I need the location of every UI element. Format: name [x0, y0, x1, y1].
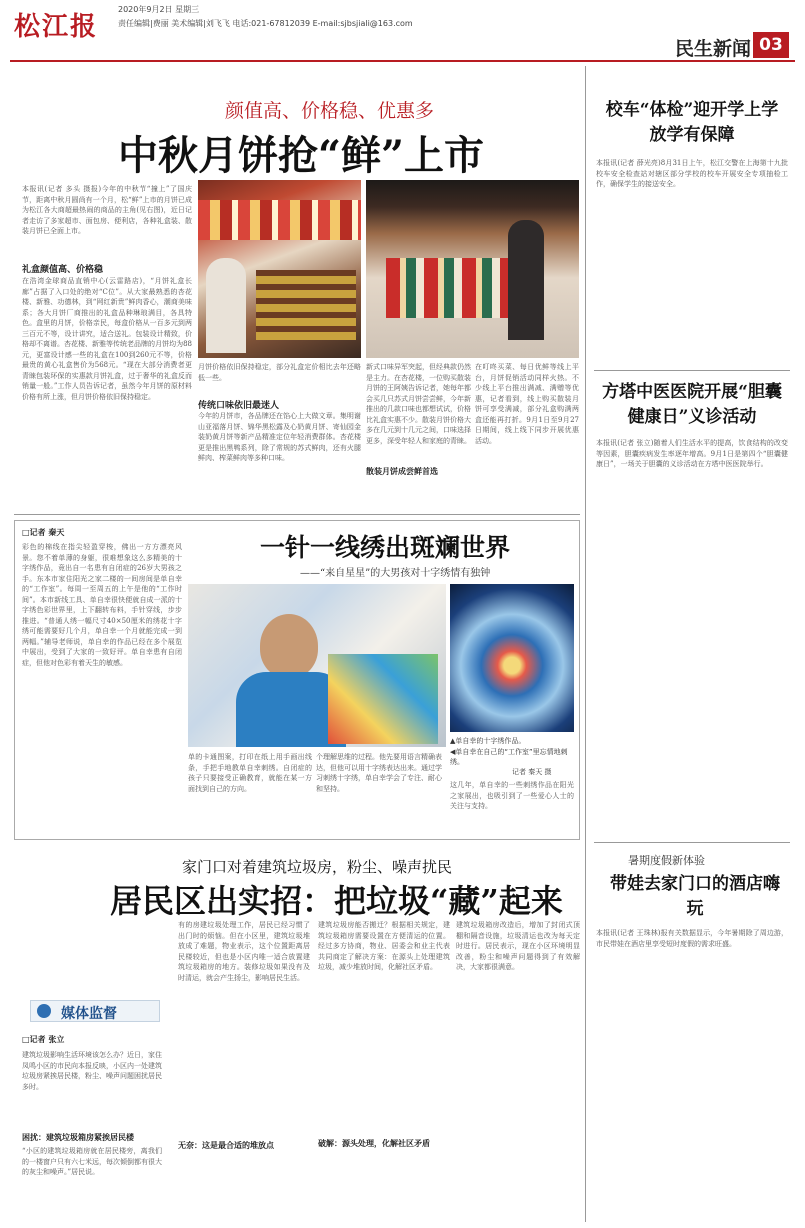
- issue-date: 2020年9月2日 星期三: [118, 5, 200, 14]
- story1-body-col2: 今年的月饼市，各品牌还在馅心上大做文章。集明谢山亚福落月饼、锦华黑松露及心奶黄月饼、寄仙园金装奶黄月饼等新产品精准定位年轻消费群体。杏花楼更是推出黑鸭系列，除了常规的苏式鲜肉，还有火腿鲜肉、榨菜鲜肉等多种口味。: [198, 412, 361, 462]
- side3-headline: 带娃去家门口的酒店嗨玩: [610, 874, 780, 919]
- story3-lead: 建筑垃圾影响生活环境该怎么办？近日，家住凤鸣小区的市民向本报反映，小区内一处建筑垃圾房紧挨居民楼，粉尘、噪声问题困扰居民多时。: [22, 1051, 162, 1091]
- story1-body-col3: 新式口味异军突起，但经典款仍然是主力。在杏花楼，一位购买散装月饼的王阿姨告诉记者，她每年都会买几只苏式月饼尝尝鲜，今年新推出的几款口味也都想试试，价格比礼盒实惠不少。散装月饼价格大多在几元到十几元之间，口味选择更多，深受年轻人和家庭的青睐。: [366, 363, 471, 445]
- side2-headline: 方塔中医医院开展“胆囊健康日”义诊活动: [602, 382, 782, 427]
- story2-body-col1: 彩色的棉线在指尖轻盈穿梭，佛出一方方漂亮风景。您不着单薄的身躯，很难想象这么多精美的十字绣作品，竟出自一名患有自闭症的26岁大男孩之手。东本市家住阳光之家二楼的一间房间是单自幸的“工作室”。每周一至周五的上午是他的“工作时间”。本市新线工具、单自幸很快便就自成一派的十字绣色彩世界里，上下翻转布料，手针穿线，步步推进。“普通人绣一幅尺寸40×50厘米的绣花十字绣可能需要好几个月，单自幸一个月就能完成一到两幅。”辅导老师说，单自幸的作品已经在多个展览中展出，受到了大家的一致好评。单自幸患有自闭症，但他对色彩有着天生的敏感。: [22, 543, 182, 667]
- story3-headline: 居民区出实招：把垃圾“藏”起来: [110, 882, 563, 920]
- story3-body-col1: “小区的建筑垃圾箱房就在居民楼旁，离我们的一楼窗户只有六七米远，每次倾倒都有很大的灰尘和噪声。”居民说。: [22, 1147, 162, 1176]
- story3-body-col3: 建筑垃圾房能否搬迁？根据相关规定，建筑垃圾箱房需要设置在方便清运的位置。经过多方协商，物业、居委会和业主代表共同商定了解决方案：在源头上处理建筑垃圾，减少堆放时间，化解社区矛盾。: [318, 921, 450, 971]
- story2-caption-credit: 记者 秦天 摄: [512, 768, 552, 776]
- story1-subhead-2: 传统口味依旧最迷人: [198, 401, 280, 411]
- story3-subhead-1: 困扰：建筑垃圾箱房紧挨居民楼: [22, 1133, 134, 1142]
- newspaper-logo: 松江报: [14, 12, 99, 42]
- side3-body: 本报讯(记者 王珠林)报有关数据显示，今年暑期除了周边游，市民带娃在酒店里享受短时度假的需求旺盛。: [596, 929, 788, 948]
- story3-body-col2: 有的房建垃圾处理工作，居民已经习惯了出门时的烦恼。但在小区里，建筑垃圾堆放成了难题，物业表示，这个位置距离居民楼较近，但也是小区内唯一适合放置建筑垃圾箱房的地方。装修垃圾如果没有及时清运，就会产生扬尘，影响居民生活。: [178, 921, 310, 982]
- story2-body-col4: 这几年，单自幸的一些刺绣作品在阳光之家展出，也吸引到了一些爱心人士的关注与支持。: [450, 781, 574, 810]
- editor-info: 责任编辑|费丽 美术编辑|刘飞飞 电话:021-67812039 E-mail:sjbsjiali@163.com: [118, 19, 413, 28]
- cross-stitch-artwork-photo: [450, 584, 574, 732]
- story2-body-col2: 单的卡通图案，打印在纸上用手画出线条，手把手地教单自幸刺绣。自闭症的孩子只要接受正确教育，就能在某一方面找到自己的方向。: [188, 753, 312, 793]
- magnifier-icon: [37, 1004, 51, 1018]
- side2-body: 本报讯(记者 张立)随着人们生活水平的提高，饮食结构的改变等因素，胆囊疾病发生率逐年增高。9月1日是第四个“胆囊健康日”，一场关于胆囊的义诊活动在方塔中医医院举行。: [596, 439, 788, 468]
- story3-subhead-3: 破解：源头处理，化解社区矛盾: [318, 1139, 430, 1148]
- story2-caption-2: ◀单自幸在自己的“工作室”里忘情地刺绣。: [450, 748, 568, 766]
- story2-headline: 一针一线绣出斑斓世界: [260, 533, 511, 562]
- story3-subhead-2: 无奈：这是最合适的堆放点: [178, 1141, 274, 1150]
- page-number: 03: [753, 32, 789, 58]
- mooncake-shelf-photo: [198, 180, 361, 358]
- column-divider: [585, 66, 586, 1222]
- story1-lead: 本报讯(记者 多头 摄报)今年的中秋节“撞上”了国庆节，距离中秋月圆尚有一个月，松“鲜”上市的月饼已成为松江各大商超最热闹的商品的主角(见右图)，近日记者走访了多家超市、面包房、便利店，各种礼盒装、散装月饼已全面上市。: [22, 185, 192, 235]
- story1-headline: 中秋月饼抢“鲜”上市: [118, 132, 485, 179]
- story1-body-col2-top: 月饼价格依旧保持稳定，部分礼盒定价相比去年还略低一些。: [198, 363, 361, 382]
- sidebar-divider-2: [594, 842, 790, 843]
- side1-headline: 校车“体检”迎开学上学放学有保障: [605, 100, 779, 145]
- masthead-rule: [10, 60, 795, 62]
- side1-body: 本报讯(记者 薛光亮)8月31日上午，松江交警在上海第十九批校车安全检查站对辖区部分学校的校车开展安全专项抽检工作，确保学生的接送安全。: [596, 159, 788, 188]
- story2-subhead: ——“来自星星”的大男孩对十字绣情有独钟: [300, 568, 491, 579]
- story1-subhead-1: 礼盒颜值高、价格稳: [22, 265, 104, 275]
- embroidering-man-photo: [188, 584, 446, 747]
- mooncake-display-photo: [366, 180, 579, 358]
- story2-byline: □记者 秦天: [22, 528, 65, 537]
- story1-body-col1: 在浩湾金球商品直销中心(云雷路店)，“月饼礼盒长廊”占据了入口处的绝对“C位”。从大家最熟悉的杏花楼、新雅、功德林，到“网红新贵”鲜肉香心，潮商美味系；各大月饼厂商推出的礼盒品种琳琅满目，各具特色。盒里的月饼，价格亲民，每盒价格从一百多元到两三百元不等，设计讲究，适合送礼。包装设计精致，价格却不离谱。杏花楼、新雅等传统老品牌的月饼均为88元，更富设计感一些的礼盒在100到260元不等，价格最贵的黄心礼盒售价为568元。“现在大部分消费者更青睐包装环保的实惠款月饼礼盒，过于奢华的礼盒反而销量一般。”工作人员告诉记者，虽然今年月饼的原材料价格有所上涨，但月饼价格依旧保持稳定。: [22, 277, 192, 401]
- story-divider-1: [14, 514, 580, 515]
- side3-kicker: 暑期度假新体验: [628, 854, 705, 867]
- story3-byline: □记者 张立: [22, 1035, 65, 1044]
- story3-body-col4: 建筑垃圾箱房改造后，增加了封闭式顶棚和隔音设施，垃圾清运也改为每天定时进行。居民表示，现在小区环境明显改善，粉尘和噪声问题得到了有效解决，大家都很满意。: [456, 921, 580, 971]
- section-name: 民生新闻: [674, 38, 751, 60]
- story1-kicker: 颜值高、价格稳、优惠多: [225, 100, 435, 122]
- story2-body-col3: 个理解思维的过程。他先要用语言精确表达，但他可以用十字绣表达出来。通过学习刺绣十字绣，单自幸学会了专注、耐心和坚持。: [316, 753, 442, 793]
- story1-subhead-3: 散装月饼成尝鲜首选: [366, 467, 438, 476]
- media-watch-badge: 媒体监督: [30, 1000, 160, 1022]
- sidebar-divider-1: [594, 370, 790, 371]
- story1-body-col4: 在叮咚买菜、每日优鲜等线上平台，月饼促销活动同样火热。不少线上平台推出满减、满赠等优惠，记者看到，线上购买散装月饼可享受满减，部分礼盒购满两盒还能再打折。9月1日至9月27日期间，线上线下同步开展优惠活动。: [475, 363, 579, 445]
- story3-kicker: 家门口对着建筑垃圾房，粉尘、噪声扰民: [182, 858, 453, 876]
- story2-caption-1: ▲单自幸的十字绣作品。: [450, 737, 526, 745]
